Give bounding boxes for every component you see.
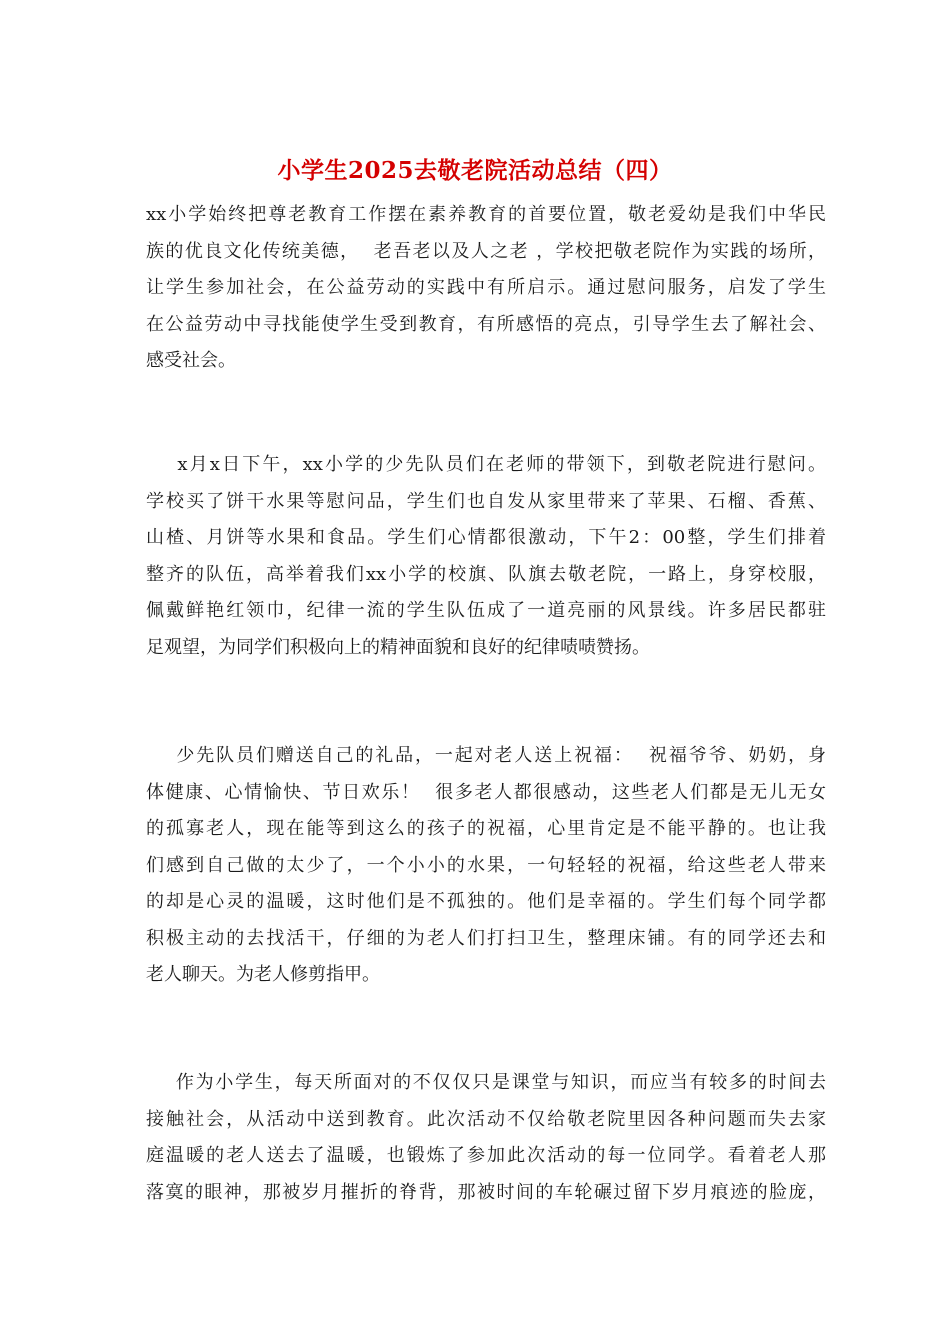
paragraph-line: 少先队员们赠送自己的礼品，一起对老人送上祝福： 祝福爷爷、奶奶，身 xyxy=(146,745,826,766)
paragraph-line: 落寞的眼神，那被岁月摧折的脊背，那被时间的车轮碾过留下岁月痕迹的脸庞， xyxy=(146,1181,826,1203)
paragraph-line: 学校买了饼干水果等慰问品，学生们也自发从家里带来了苹果、石榴、香蕉、 xyxy=(146,490,826,512)
paragraph-line: 整齐的队伍，高举着我们xx小学的校旗、队旗去敬老院，一路上，身穿校服， xyxy=(146,563,826,585)
paragraph-3 xyxy=(146,738,826,994)
paragraph-line: 体健康、心情愉快、节日欢乐！ 很多老人都很感动，这些老人们都是无儿无女 xyxy=(146,781,826,803)
paragraph-line: 在公益劳动中寻找能使学生受到教育，有所感悟的亮点，引导学生去了解社会、 xyxy=(146,313,826,335)
document-title: 小学生2025去敬老院活动总结（四） xyxy=(277,157,673,184)
paragraph-1 xyxy=(146,197,826,380)
paragraph-line: 感受社会。 xyxy=(146,350,236,371)
paragraph-line: 山楂、月饼等水果和食品。学生们心情都很激动，下午2：00整，学生们排着 xyxy=(146,527,826,548)
paragraph-line: 让学生参加社会，在公益劳动的实践中有所启示。通过慰问服务，启发了学生 xyxy=(146,277,826,298)
paragraph-line: 们感到自己做的太少了，一个小小的水果，一句轻轻的祝福，给这些老人带来 xyxy=(146,854,826,876)
paragraph-line: 老人聊天。为老人修剪指甲。 xyxy=(146,964,380,985)
paragraph-line: 族的优良文化传统美德， 老吾老以及人之老 ，学校把敬老院作为实践的场所， xyxy=(146,240,826,262)
paragraph-2 xyxy=(146,447,826,666)
paragraph-4 xyxy=(146,1065,826,1211)
paragraph-line: 作为小学生，每天所面对的不仅仅只是课堂与知识，而应当有较多的时间去 xyxy=(146,1072,826,1093)
paragraph-line: 的孤寡老人，现在能等到这么的孩子的祝福，心里肯定是不能平静的。也让我 xyxy=(146,818,826,839)
paragraph-line: 庭温暖的老人送去了温暖，也锻炼了参加此次活动的每一位同学。看着老人那 xyxy=(146,1145,826,1166)
paragraph-line: 的却是心灵的温暖，这时他们是不孤独的。他们是幸福的。学生们每个同学都 xyxy=(146,891,826,912)
paragraph-line: 佩戴鲜艳红领巾，纪律一流的学生队伍成了一道亮丽的风景线。许多居民都驻 xyxy=(146,600,826,621)
paragraph-line: xx小学始终把尊老教育工作摆在素养教育的首要位置，敬老爱幼是我们中华民 xyxy=(146,204,826,225)
paragraph-line: x月x日下午，xx小学的少先队员们在老师的带领下，到敬老院进行慰问。 xyxy=(146,454,826,475)
paragraph-line: 接触社会，从活动中送到教育。此次活动不仅给敬老院里因各种问题而失去家 xyxy=(146,1108,826,1130)
paragraph-line: 积极主动的去找活干，仔细的为老人们打扫卫生，整理床铺。有的同学还去和 xyxy=(146,927,826,949)
paragraph-line: 足观望，为同学们积极向上的精神面貌和良好的纪律啧啧赞扬。 xyxy=(146,636,650,658)
